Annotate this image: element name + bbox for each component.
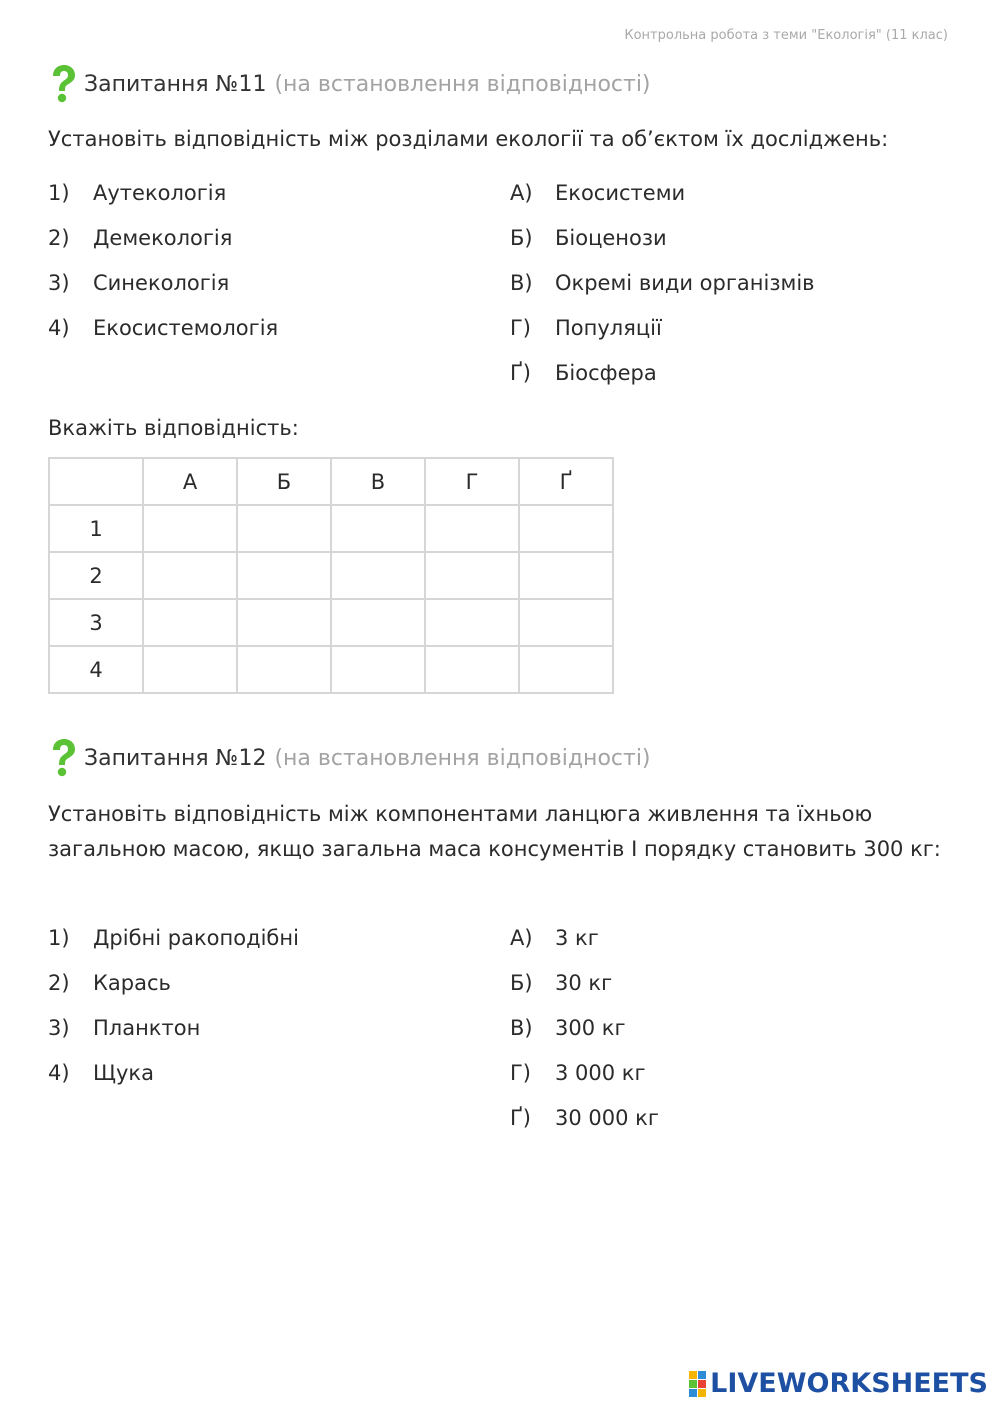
grid-row-header: 2 xyxy=(49,552,143,599)
question-11-type: (на встановлення відповідності) xyxy=(274,71,651,97)
question-mark-icon xyxy=(48,64,78,104)
grid-cell[interactable] xyxy=(143,646,237,693)
q11-left-option: 4) Екосистемологія xyxy=(48,316,279,340)
grid-cell[interactable] xyxy=(425,646,519,693)
grid-cell[interactable] xyxy=(331,505,425,552)
question-12-title: Запитання №12 xyxy=(84,745,267,771)
logo-text: LIVEWORKSHEETS xyxy=(710,1368,988,1399)
q11-right-option: Ґ) Біосфера xyxy=(510,361,657,385)
grid-col-header: Б xyxy=(237,458,331,505)
grid-row-header: 3 xyxy=(49,599,143,646)
q12-right-option: В) 300 кг xyxy=(510,1016,626,1040)
q12-left-option: 1) Дрібні ракоподібні xyxy=(48,926,299,950)
liveworksheets-logo xyxy=(689,1368,988,1399)
q12-right-option: Б) 30 кг xyxy=(510,971,613,995)
grid-cell[interactable] xyxy=(331,552,425,599)
grid-col-header: Г xyxy=(425,458,519,505)
grid-cell[interactable] xyxy=(519,646,613,693)
grid-cell[interactable] xyxy=(425,599,519,646)
grid-col-header: А xyxy=(143,458,237,505)
q11-left-option: 3) Синекологія xyxy=(48,271,230,295)
grid-cell[interactable] xyxy=(425,505,519,552)
q12-left-option: 4) Щука xyxy=(48,1061,154,1085)
grid-row-header: 1 xyxy=(49,505,143,552)
grid-cell[interactable] xyxy=(237,552,331,599)
question-11-heading xyxy=(48,64,651,104)
grid-row-header: 4 xyxy=(49,646,143,693)
grid-cell[interactable] xyxy=(425,552,519,599)
answer-grid xyxy=(48,457,614,694)
grid-cell[interactable] xyxy=(143,552,237,599)
grid-cell[interactable] xyxy=(331,599,425,646)
grid-cell[interactable] xyxy=(331,646,425,693)
question-12-type: (на встановлення відповідності) xyxy=(274,745,651,771)
logo-blocks-icon xyxy=(689,1371,706,1397)
question-mark-icon xyxy=(48,738,78,778)
grid-cell[interactable] xyxy=(237,599,331,646)
header-note: Контрольна робота з теми "Екологія" (11 клас) xyxy=(624,28,948,43)
grid-cell[interactable] xyxy=(143,599,237,646)
q11-left-option: 2) Демекологія xyxy=(48,226,233,250)
q11-right-option: Г) Популяції xyxy=(510,316,662,340)
grid-col-header: В xyxy=(331,458,425,505)
question-12-prompt: Установіть відповідність між компонентами ланцюга живлення та їхньою загальною масою, якщо загальна маса консументів І порядку становить 300 кг: xyxy=(48,802,941,861)
q12-right-option: А) 3 кг xyxy=(510,926,599,950)
q11-right-option: Б) Біоценози xyxy=(510,226,667,250)
grid-cell[interactable] xyxy=(519,599,613,646)
q12-left-option: 3) Планктон xyxy=(48,1016,201,1040)
question-12-heading xyxy=(48,738,651,778)
grid-cell[interactable] xyxy=(237,505,331,552)
q12-right-option: Г) 3 000 кг xyxy=(510,1061,646,1085)
answer-label: Вкажіть відповідність: xyxy=(48,416,299,440)
question-11-prompt: Установіть відповідність між розділами екології та об’єктом їх досліджень: xyxy=(48,127,889,151)
q11-right-option: В) Окремі види організмів xyxy=(510,271,815,295)
question-11-title: Запитання №11 xyxy=(84,71,267,97)
q12-right-option: Ґ) 30 000 кг xyxy=(510,1106,659,1130)
grid-cell[interactable] xyxy=(519,505,613,552)
grid-cell[interactable] xyxy=(143,505,237,552)
grid-cell[interactable] xyxy=(519,552,613,599)
grid-cell[interactable] xyxy=(237,646,331,693)
grid-col-header: Ґ xyxy=(519,458,613,505)
grid-corner xyxy=(49,458,143,505)
q12-left-option: 2) Карась xyxy=(48,971,171,995)
q11-left-option: 1) Аутекологія xyxy=(48,181,227,205)
q11-right-option: А) Екосистеми xyxy=(510,181,686,205)
